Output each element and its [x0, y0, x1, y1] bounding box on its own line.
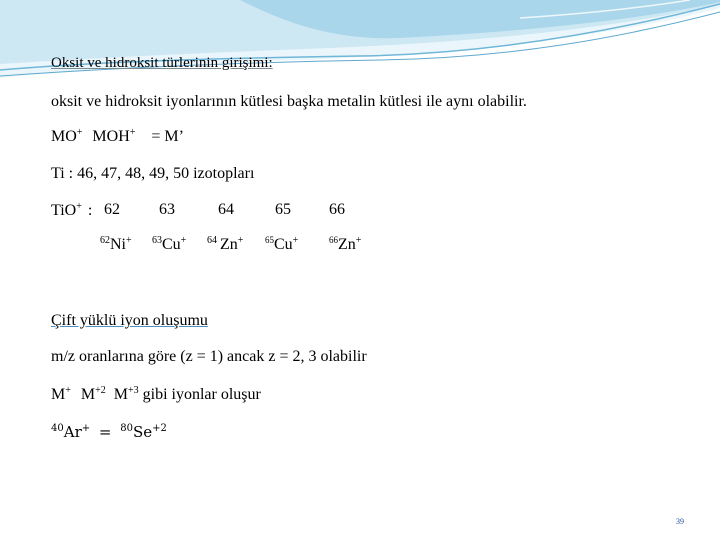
page-number: 39	[676, 517, 684, 526]
charge-m1: M	[51, 386, 66, 403]
ion-ni62	[100, 236, 132, 253]
tio-mass-65: 65	[275, 201, 291, 218]
charge-states-text: gibi iyonlar oluşur	[142, 386, 261, 403]
header-wave-decoration	[0, 0, 720, 90]
formula-moh: MOH	[92, 128, 130, 145]
formula-moh-charge: +	[129, 127, 136, 138]
ion-zn66	[329, 236, 361, 253]
tio-label	[51, 202, 92, 219]
tio-mass-66: 66	[329, 201, 345, 218]
mz-ratio-line: m/z oranlarına göre (z = 1) ancak z = 2, 3 olabilir	[51, 348, 367, 365]
formula-mo-charge: +	[76, 127, 83, 138]
ar-mass: 40	[51, 423, 64, 434]
tio-mass-62: 62	[104, 201, 120, 218]
tio-mass-64: 64	[218, 201, 234, 218]
charge-m1-sup: +	[65, 385, 71, 396]
ion-charge: +	[180, 235, 187, 246]
formula-mo-moh	[51, 128, 184, 145]
ti-isotopes-line: Ti : 46, 47, 48, 49, 50 izotopları	[51, 165, 255, 182]
formula-equals-m: = M’	[151, 128, 184, 145]
ion-symbol: Cu	[162, 236, 181, 253]
ion-cu63	[152, 236, 186, 253]
ar-se-equivalence	[51, 424, 167, 440]
equals-sign: =	[98, 423, 112, 441]
ar-charge: +	[81, 423, 91, 434]
ion-mass: 66	[329, 235, 338, 245]
ion-charge: +	[355, 235, 362, 246]
charge-states-line	[51, 386, 261, 403]
se-symbol: Se	[133, 423, 153, 441]
ion-charge: +	[292, 235, 299, 246]
ion-symbol: Zn	[338, 236, 356, 253]
ion-cu65	[265, 236, 298, 253]
charge-m2: M	[80, 386, 96, 403]
charge-m3: M	[113, 386, 128, 403]
se-charge: +2	[152, 423, 167, 434]
tio-mass-63: 63	[159, 201, 175, 218]
tio-charge: +	[76, 201, 82, 212]
tio-formula: TiO	[51, 202, 77, 219]
ar-symbol: Ar	[63, 423, 82, 441]
ion-symbol: Ni	[110, 236, 126, 253]
se-mass: 80	[120, 423, 134, 434]
charge-m2-sup: +2	[95, 385, 106, 396]
ion-mass: 65	[265, 235, 274, 245]
ion-charge: +	[126, 235, 132, 246]
ion-symbol: Zn	[220, 236, 238, 253]
tio-colon: :	[87, 202, 93, 219]
ion-mass: 62	[100, 235, 110, 246]
formula-mo: MO	[51, 128, 77, 145]
oxide-mass-note: oksit ve hidroksit iyonlarının kütlesi başka metalin kütlesi ile aynı olabilir.	[51, 93, 527, 110]
charge-m3-sup: +3	[127, 385, 139, 396]
slide-title: Oksit ve hidroksit türlerinin girişimi:	[51, 55, 273, 71]
ion-zn64	[207, 236, 243, 253]
ion-symbol: Cu	[274, 236, 293, 253]
ion-mass: 64	[207, 235, 217, 246]
double-charge-heading: Çift yüklü iyon oluşumu	[51, 312, 208, 329]
ion-mass: 63	[152, 235, 162, 246]
ion-charge: +	[237, 235, 244, 246]
